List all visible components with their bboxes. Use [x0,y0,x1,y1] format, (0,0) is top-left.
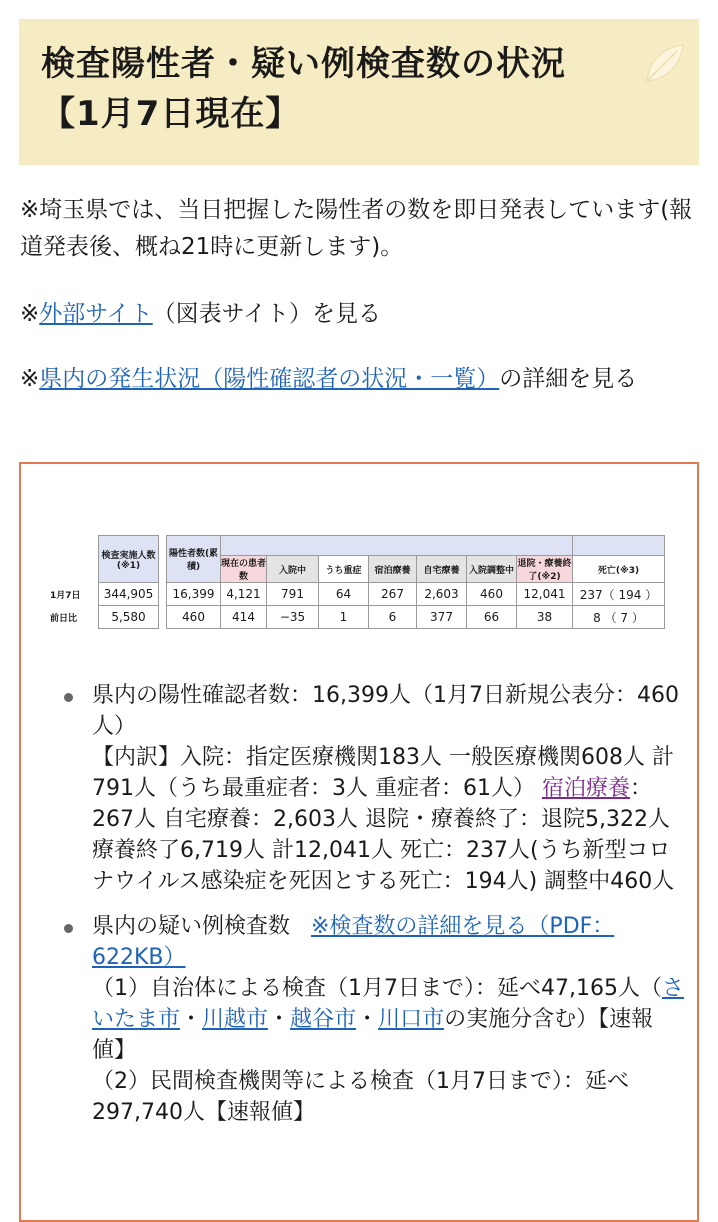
leaf-icon [641,41,687,87]
table-row: 前日比 5,580 460 414 −35 1 6 377 66 38 8 （ 7 ） [50,606,665,629]
page-title [41,39,677,139]
title-box [19,19,699,165]
list-item: 県内の疑い例検査数 ※検査数の詳細を見る（PDF：622KB） （1）自治体による検査（1月7日まで）：延べ47,165人（さいたま市・川越市・越谷市・川口市の実施分含む）【速報値】 （2）民間検査機関等による検査（1月7日まで）：延べ297,740人【速報値】 [60,911,690,1128]
header-hospital: 入院中 [267,556,319,583]
bullet-icon [64,924,73,933]
header-severe: うち重症 [319,556,369,583]
header-band-right [573,536,665,556]
header-recovered: 退院・療養終了(※2) [517,556,573,583]
table-row: 1月7日 344,905 16,399 4,121 791 64 267 2,603 460 12,041 237（ 194 ） [50,583,665,606]
header-deaths: 死亡(※3) [573,556,665,583]
list-item: 県内の陽性確認者数：16,399人（1月7日新規公表分：460人） 【内訳】入院：指定医療機関183人 一般医療機関608人 計791人（うち最重症者：3人 重症者：61人） 宿泊療養：267人 自宅療養：2,603人 退院・療養終了：退院5,322人 療養終了6,719人 計12,041人 死亡：237人(うち新型コロナウイルス感染症を死因とする死亡：194人) 調整中460人 [60,680,690,897]
saitama-city-link[interactable]: さいたま市 [92,976,684,1032]
koshigaya-city-link[interactable]: 越谷市 [290,1007,357,1032]
title-line-2: 【1月7日現在】 [41,94,301,134]
hotel-treatment-link[interactable]: 宿泊療養 [541,776,630,801]
summary-list [60,680,690,1142]
update-notice-text: ※埼玉県では、当日把握した陽性者の数を即日発表しています(報道発表後、概ね21時に更新します)。 [20,197,693,260]
title-line-1: 検査陽性者・疑い例検査数の状況 [41,44,566,84]
header-band [221,536,573,556]
header-home: 自宅療養 [417,556,467,583]
update-notice [20,192,700,266]
external-site-line: ※外部サイト（図表サイト）を見る [20,301,382,327]
header-positives: 陽性者数(累積) [167,536,221,583]
stats-table [50,535,665,629]
header-adjusting: 入院調整中 [467,556,517,583]
kawaguchi-city-link[interactable]: 川口市 [378,1007,445,1032]
outbreak-status-link[interactable]: 県内の発生状況（陽性確認者の状況・一覧） [39,366,500,392]
detail-line: ※県内の発生状況（陽性確認者の状況・一覧）の詳細を見る [20,366,638,392]
header-tests: 検査実施人数(※1) [99,536,159,583]
bullet-icon [64,693,73,702]
test-details-pdf-link[interactable]: ※検査数の詳細を見る（PDF：622KB） [92,914,615,970]
kawagoe-city-link[interactable]: 川越市 [202,1007,269,1032]
external-site-link[interactable]: 外部サイト [39,301,153,327]
header-hotel: 宿泊療養 [369,556,417,583]
header-current: 現在の患者数 [221,556,267,583]
